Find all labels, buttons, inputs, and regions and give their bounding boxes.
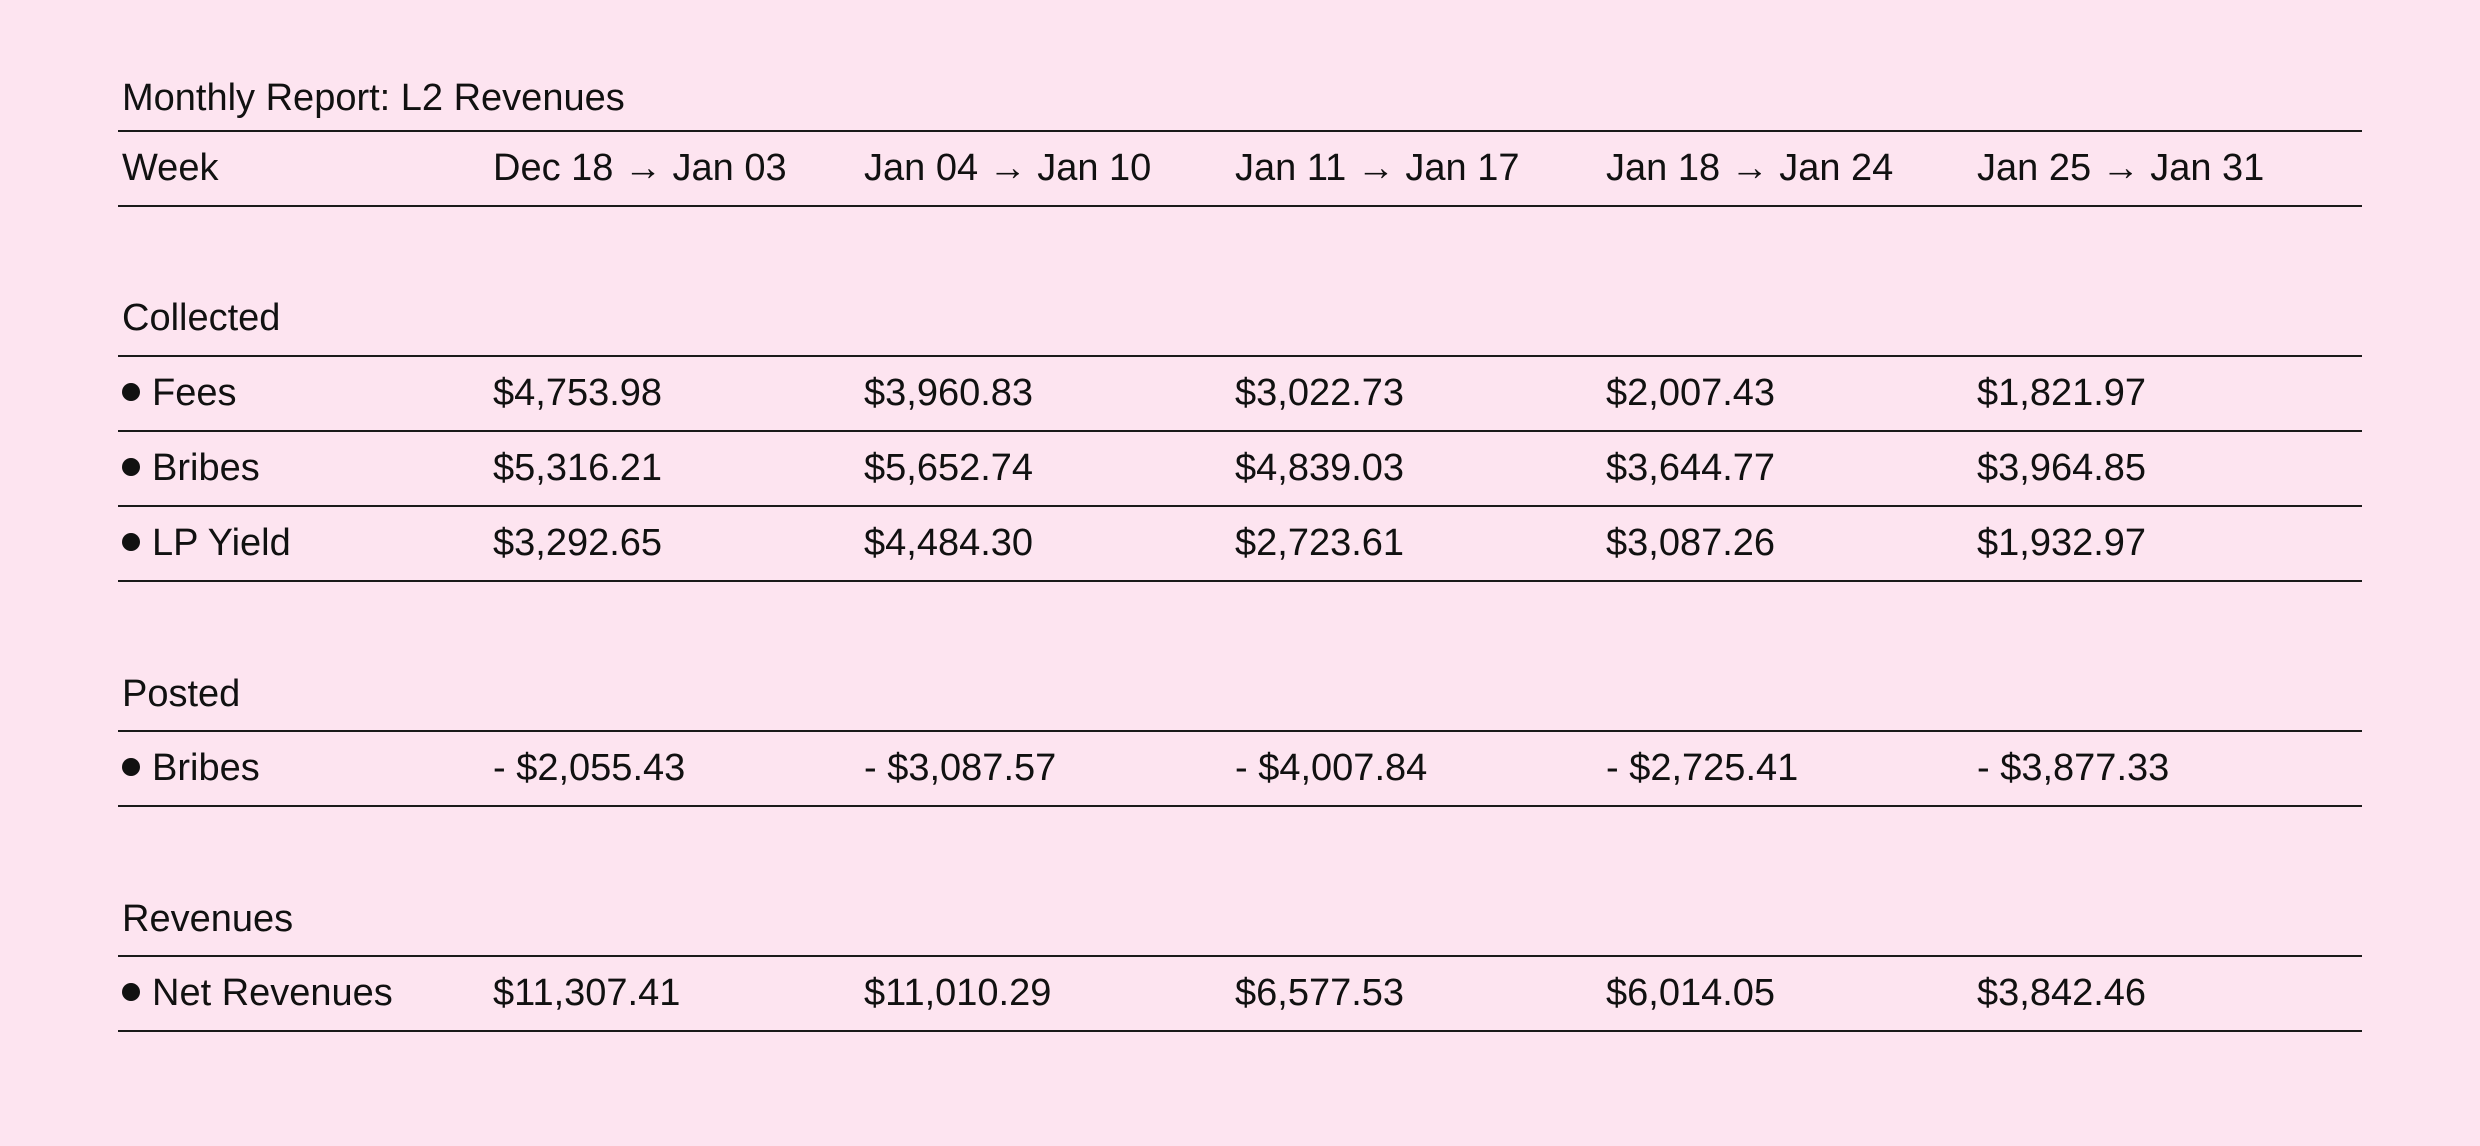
bullet-icon <box>122 458 140 476</box>
value-cell: - $2,055.43 <box>493 747 686 789</box>
value-cell: $4,484.30 <box>864 522 1034 564</box>
row-label <box>122 731 260 805</box>
value-cell: $1,932.97 <box>1977 522 2147 564</box>
week-range: Jan 25 → Jan 31 <box>1977 147 2265 189</box>
section-label-posted: Posted <box>122 673 241 715</box>
row-label <box>122 506 291 580</box>
week-header: Week <box>122 147 219 189</box>
section-label-revenues: Revenues <box>122 898 294 940</box>
week-range: Jan 18 → Jan 24 <box>1606 147 1894 189</box>
section-label-collected: Collected <box>122 297 281 339</box>
value-cell: $3,087.26 <box>1606 522 1776 564</box>
value-cell: $3,960.83 <box>864 372 1034 414</box>
value-cell: $5,316.21 <box>493 447 663 489</box>
value-cell: $6,014.05 <box>1606 972 1776 1014</box>
value-cell: $2,723.61 <box>1235 522 1405 564</box>
divider <box>118 805 2362 807</box>
divider <box>118 205 2362 207</box>
table-row <box>118 356 2362 430</box>
row-label <box>122 431 260 505</box>
value-cell: $11,307.41 <box>493 972 681 1014</box>
table-row <box>118 506 2362 580</box>
value-cell: $3,842.46 <box>1977 972 2147 1014</box>
divider <box>118 1030 2362 1032</box>
row-label <box>122 956 393 1030</box>
value-cell: $11,010.29 <box>864 972 1052 1014</box>
value-cell: $3,644.77 <box>1606 447 1776 489</box>
week-range: Jan 11 → Jan 17 <box>1235 147 1520 189</box>
header-row <box>118 131 2362 205</box>
value-cell: - $3,877.33 <box>1977 747 2170 789</box>
value-cell: $2,007.43 <box>1606 372 1776 414</box>
row-label <box>122 356 236 430</box>
bullet-icon <box>122 758 140 776</box>
divider <box>118 580 2362 582</box>
row-label-text: Bribes <box>152 747 260 789</box>
value-cell: $4,753.98 <box>493 372 663 414</box>
bullet-icon <box>122 383 140 401</box>
value-cell: $3,292.65 <box>493 522 663 564</box>
row-label-text: LP Yield <box>152 522 291 564</box>
bullet-icon <box>122 533 140 551</box>
value-cell: $5,652.74 <box>864 447 1034 489</box>
value-cell: $6,577.53 <box>1235 972 1405 1014</box>
week-range: Dec 18 → Jan 03 <box>493 147 787 189</box>
bullet-icon <box>122 983 140 1001</box>
table-row <box>118 731 2362 805</box>
value-cell: $3,022.73 <box>1235 372 1405 414</box>
table-row <box>118 431 2362 505</box>
value-cell: $3,964.85 <box>1977 447 2147 489</box>
report-title: Monthly Report: L2 Revenues <box>122 77 625 119</box>
value-cell: - $2,725.41 <box>1606 747 1799 789</box>
value-cell: - $4,007.84 <box>1235 747 1428 789</box>
row-label-text: Fees <box>152 372 237 414</box>
row-label-text: Net Revenues <box>152 972 393 1014</box>
table-row <box>118 956 2362 1030</box>
value-cell: - $3,087.57 <box>864 747 1057 789</box>
value-cell: $1,821.97 <box>1977 372 2147 414</box>
value-cell: $4,839.03 <box>1235 447 1405 489</box>
week-range: Jan 04 → Jan 10 <box>864 147 1152 189</box>
row-label-text: Bribes <box>152 447 260 489</box>
